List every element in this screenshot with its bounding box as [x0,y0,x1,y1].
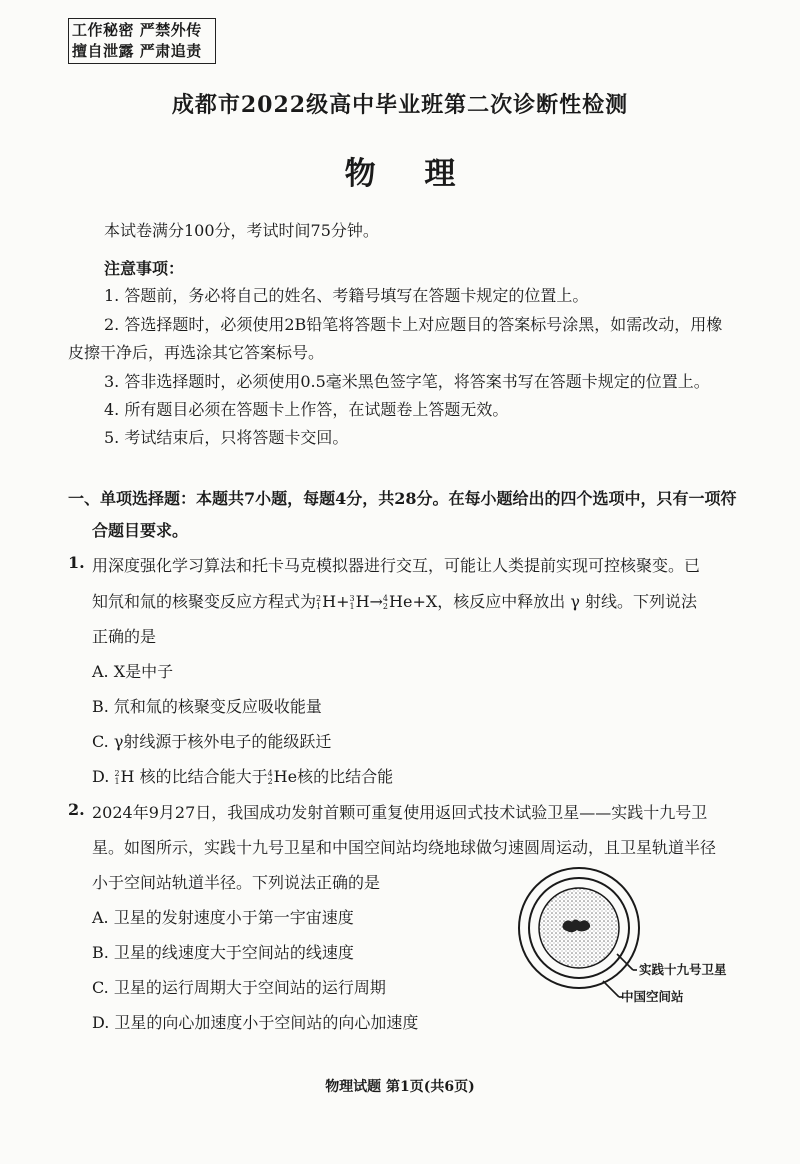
subject-title: 物 理 [344,156,456,192]
station-label: 中国空间站 [621,989,684,1004]
satellite-label: 实践十九号卫星 [639,962,727,977]
q1-line-2: 知氘和氚的核聚变反应方程式为 2 1 H+ 3 1 H→ 4 2 He+X，核反应中释放出 γ 射线。下列说法 [92,592,697,611]
q1-option-a: A. X是中子 [92,662,174,681]
q1-option-b: B. 氘和氚的核聚变反应吸收能量 [92,697,322,716]
nuclide-he4-opt: 4 2 He [267,767,298,786]
confidential-stamp [68,18,216,64]
q2-line-2: 星。如图所示，实践十九号卫星和中国空间站均绕地球做匀速圆周运动，且卫星轨道半径 [92,838,717,857]
stamp-line-1: 工作秘密 严禁外传 [72,21,202,39]
note-item-2: 2. 答选择题时，必须使用2B铅笔将答题卡上对应题目的答案标号涂黑，如需改动，用橡 [104,315,723,334]
q2-line-3: 小于空间站轨道半径。下列说法正确的是 [92,873,381,892]
q2-line-1: 2024年9月27日，我国成功发射首颗可重复使用返回式技术试验卫星——实践十九号卫 [92,803,708,822]
stamp-line-2: 擅自泄露 严肃追责 [72,42,202,60]
page-footer: 物理试题 第1页(共6页) [325,1079,475,1095]
notes-heading: 注意事项： [104,259,185,278]
section-1-heading-cont: 合题目要求。 [92,521,189,540]
orbit-figure [515,852,765,1012]
continent-shape [563,920,591,933]
exam-title: 成都市2022级高中毕业班第二次诊断性检测 [171,92,629,118]
q1-option-d: D. 2 1 H 核的比结合能大于 4 2 He核的比结合能 [92,767,394,786]
note-item-5: 5. 考试结束后，只将答题卡交回。 [104,428,349,447]
q2-option-c: C. 卫星的运行周期大于空间站的运行周期 [92,978,386,997]
note-item-2-cont: 皮擦干净后，再选涂其它答案标号。 [68,343,325,362]
note-item-1: 1. 答题前，务必将自己的姓名、考籍号填写在答题卡规定的位置上。 [104,286,589,305]
nuclide-h2: 2 1 H [316,592,337,611]
nuclide-h3: 3 1 H [349,592,370,611]
exam-intro: 本试卷满分100分，考试时间75分钟。 [104,221,379,240]
q2-option-d: D. 卫星的向心加速度小于空间站的向心加速度 [92,1013,419,1032]
q1-line-3: 正确的是 [92,627,157,646]
nuclide-he4: 4 2 He [382,592,413,611]
q2-number: 2. [68,800,85,819]
q1-line-1: 用深度强化学习算法和托卡马克模拟器进行交互，可能让人类提前实现可控核聚变。已 [92,556,701,575]
station-leader-line [603,981,619,997]
q1-number: 1. [68,553,85,572]
q2-option-a: A. 卫星的发射速度小于第一宇宙速度 [92,908,354,927]
note-item-4: 4. 所有题目必须在答题卡上作答，在试题卷上答题无效。 [104,400,509,419]
q2-option-b: B. 卫星的线速度大于空间站的线速度 [92,943,354,962]
nuclide-h2-opt: 2 1 H [114,767,135,786]
q1-option-c: C. γ射线源于核外电子的能级跃迁 [92,732,332,751]
note-item-3: 3. 答非选择题时，必须使用0.5毫米黑色签字笔，将答案书写在答题卡规定的位置上。 [104,372,710,391]
section-1-heading: 一、单项选择题：本题共7小题，每题4分，共28分。在每小题给出的四个选项中，只有一项符 [68,489,737,508]
